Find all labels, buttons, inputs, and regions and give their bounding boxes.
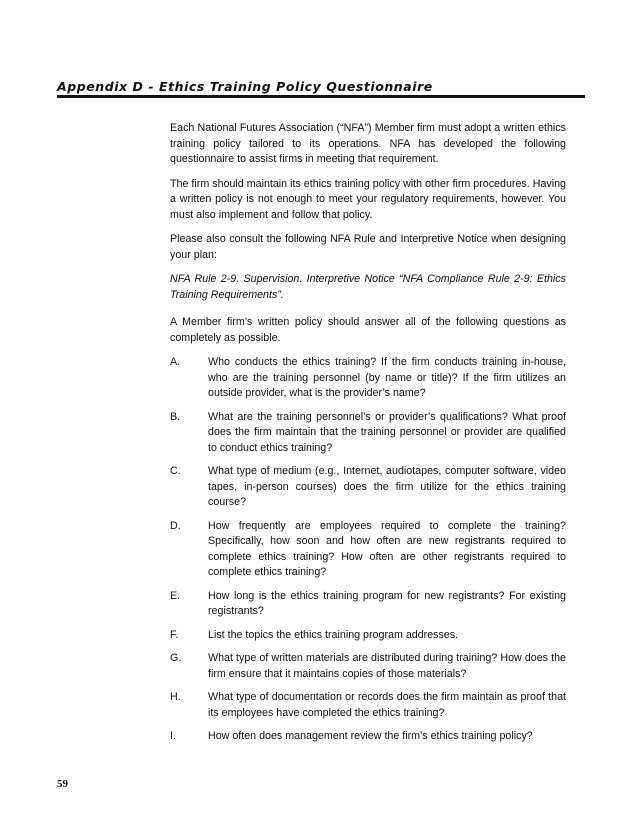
question-text: How frequently are employees required to complete the training? Specifically, how soon and how often are new registrants required to complete ethics training? How often are other registrants required to complete ethics training? <box>208 519 566 578</box>
question-item <box>170 628 566 644</box>
consult-paragraph: Please also consult the following NFA Rule and Interpretive Notice when designing your plan: <box>170 233 566 261</box>
question-letter: D. <box>170 519 181 532</box>
question-item <box>170 651 566 682</box>
policy-paragraph: The firm should maintain its ethics training policy with other firm procedures. Having a written policy is not enough to meet your regulatory requirements, however. You must also implement and follow that policy. <box>170 177 566 221</box>
question-text: What type of written materials are distributed during training? How does the firm ensure that it maintains copies of those materials? <box>208 652 566 680</box>
question-letter: A. <box>170 356 181 368</box>
body-text <box>170 121 566 753</box>
question-text: How often does management review the firm’s ethics training policy? <box>208 730 533 742</box>
question-item <box>170 729 566 745</box>
heading-rule <box>57 95 585 98</box>
page-heading: Appendix D - Ethics Training Policy Questionnaire <box>57 79 433 94</box>
question-list <box>170 355 566 745</box>
question-item <box>170 355 566 402</box>
question-letter: I. <box>170 730 176 742</box>
question-text: What type of medium (e.g., Internet, audiotapes, computer software, video tapes, in-person courses) does the firm utilize for the ethics training course? <box>208 465 566 508</box>
question-text: List the topics the ethics training program addresses. <box>208 628 459 641</box>
question-text: What are the training personnel’s or provider’s qualifications? What proof does the firm maintain that the training personnel or provider are qualified to conduct ethics training? <box>208 410 566 454</box>
rule-reference: NFA Rule 2-9. Supervision. Interpretive Notice “NFA Compliance Rule 2-9: Ethics Training Requirements”. <box>170 273 566 301</box>
question-letter: C. <box>170 465 181 477</box>
question-item <box>170 589 566 620</box>
question-letter: F. <box>170 628 179 641</box>
question-item <box>170 410 566 457</box>
question-item <box>170 519 566 581</box>
question-letter: B. <box>170 410 181 423</box>
question-letter: H. <box>170 691 181 703</box>
question-text: How long is the ethics training program for new registrants? For existing registrants? <box>208 589 566 617</box>
question-letter: G. <box>170 652 182 664</box>
question-item <box>170 690 566 721</box>
page-number: 59 <box>57 778 68 790</box>
question-text: What type of documentation or records does the firm maintain as proof that its employees have completed the ethics training? <box>208 691 566 719</box>
questions-intro: A Member firm’s written policy should answer all of the following questions as completely as possible. <box>170 316 566 344</box>
question-letter: E. <box>170 589 181 602</box>
question-item <box>170 464 566 511</box>
intro-paragraph: Each National Futures Association (“NFA”) Member firm must adopt a written ethics training policy tailored to its operations. NFA has developed the following questionnaire to assist firms in meeting that requirement. <box>170 122 566 165</box>
question-text: Who conducts the ethics training? If the firm conducts training in-house, who are the training personnel (by name or title)? If the firm utilizes an outside provider, what is the provider’s name? <box>208 356 566 399</box>
